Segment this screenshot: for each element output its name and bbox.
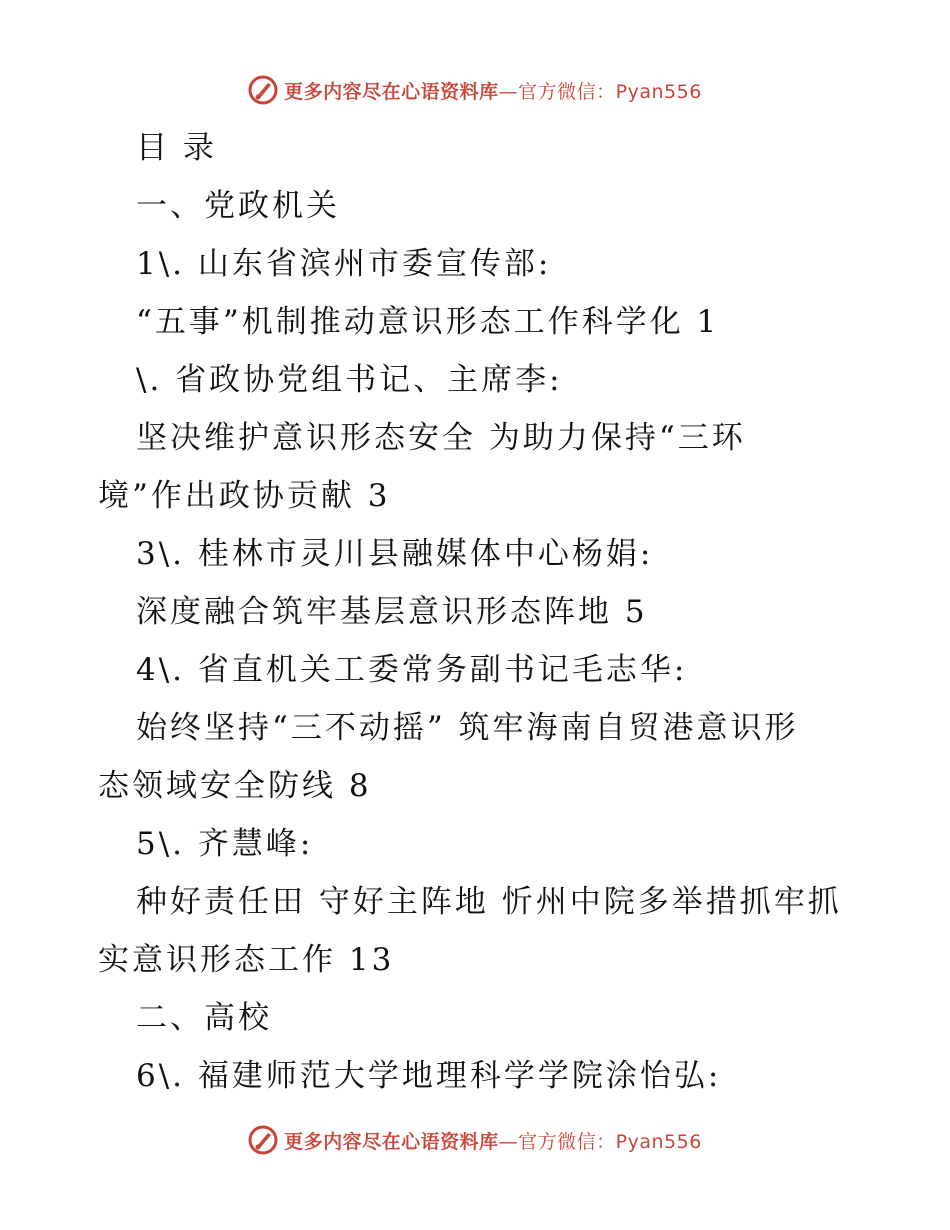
toc-entry-heading: \. 省政协党组书记、主席李: bbox=[136, 362, 563, 398]
watermark-tail: 官方微信：Pyan556 bbox=[518, 80, 702, 103]
toc-entry-title: “五事”机制推动意识形态工作科学化 1 bbox=[136, 304, 720, 340]
brush-logo-icon bbox=[248, 75, 278, 105]
toc-section-heading: 二、高校 bbox=[136, 1000, 272, 1036]
toc-entry-title-cont: 境”作出政协贡献 3 bbox=[98, 478, 391, 514]
toc-entry-heading: 5\. 齐慧峰: bbox=[136, 826, 314, 862]
toc-entry-title: 始终坚持“三不动摇” 筑牢海南自贸港意识形 bbox=[136, 710, 799, 746]
toc-entry-heading: 6\. 福建师范大学地理科学学院涂怡弘: bbox=[136, 1058, 722, 1094]
toc-entry-title: 深度融合筑牢基层意识形态阵地 5 bbox=[136, 594, 648, 630]
watermark-tail: 官方微信：Pyan556 bbox=[518, 1130, 702, 1153]
watermark-separator: — bbox=[498, 80, 519, 103]
watermark-main: 更多内容尽在心语资料库 bbox=[284, 1130, 499, 1153]
brush-logo-icon bbox=[248, 1125, 278, 1155]
watermark-header bbox=[0, 70, 950, 110]
toc-title: 目 录 bbox=[136, 130, 217, 166]
toc-entry-title: 种好责任田 守好主阵地 忻州中院多举措抓牢抓 bbox=[136, 884, 842, 920]
toc-entry-heading: 1\. 山东省滨州市委宣传部: bbox=[136, 246, 552, 282]
toc-section-heading: 一、党政机关 bbox=[136, 188, 340, 224]
toc-entry-title-cont: 态领域安全防线 8 bbox=[98, 768, 372, 804]
watermark-footer bbox=[0, 1120, 950, 1160]
watermark-text bbox=[284, 1127, 702, 1154]
toc-entry-heading: 3\. 桂林市灵川县融媒体中心杨娟: bbox=[136, 536, 654, 572]
watermark-separator: — bbox=[498, 1130, 519, 1153]
toc-entry-title: 坚决维护意识形态安全 为助力保持“三环 bbox=[136, 420, 746, 456]
toc-entry-title-cont: 实意识形态工作 13 bbox=[98, 942, 395, 978]
toc-entry-heading: 4\. 省直机关工委常务副书记毛志华: bbox=[136, 652, 688, 688]
watermark-text bbox=[284, 77, 702, 104]
watermark-main: 更多内容尽在心语资料库 bbox=[284, 80, 499, 103]
